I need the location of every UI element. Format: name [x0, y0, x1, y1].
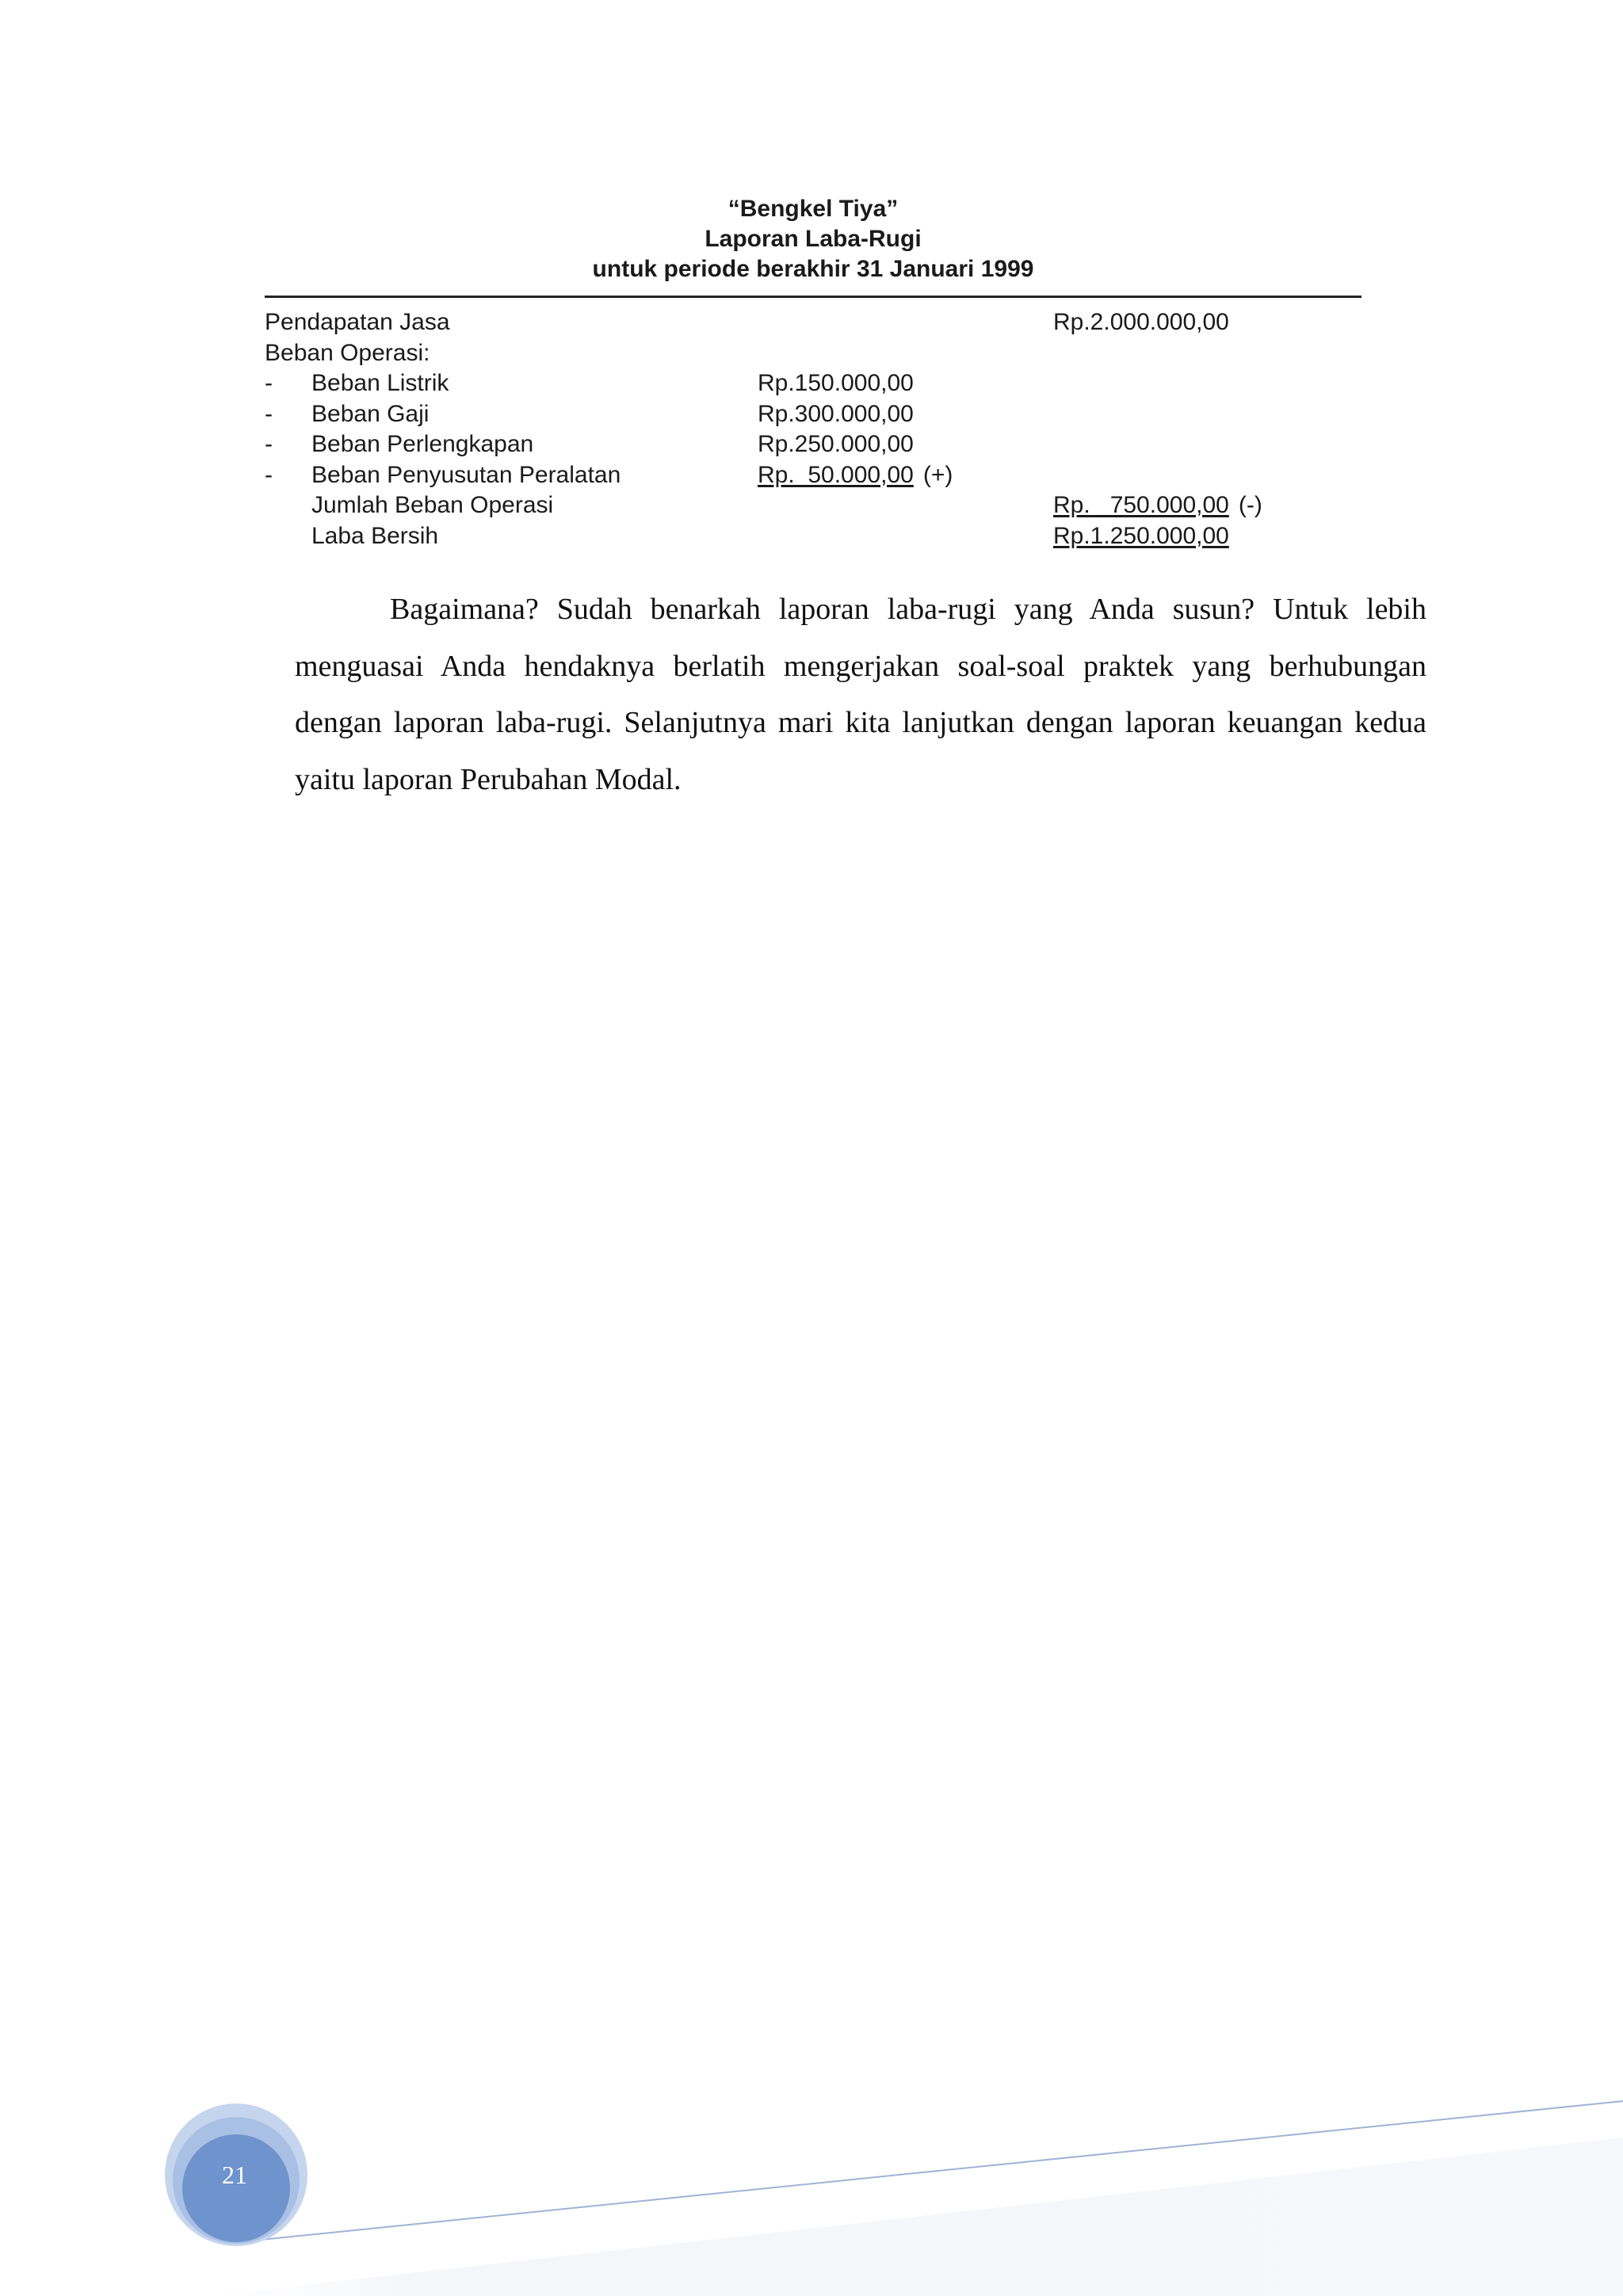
- row-expense-item: [265, 429, 1361, 460]
- row-dash: -: [265, 431, 273, 457]
- row-operator: (+): [922, 461, 953, 488]
- row-expense-item: [265, 368, 1361, 399]
- row-amount: Rp.250.000,00: [758, 431, 914, 457]
- row-amount: Rp. 50.000,00: [758, 461, 914, 488]
- body-paragraph: Bagaimana? Sudah benarkah laporan laba-rugi yang Anda susun? Untuk lebih menguasai Anda hendaknya berlatih mengerjakan soal-soal praktek yang berhubungan dengan laporan laba-rugi. Selanjutnya mari kita lanjutkan dengan laporan keuangan kedua yaitu laporan Perubahan Modal.: [295, 593, 1426, 796]
- page-number: 21: [222, 2161, 247, 2189]
- row-amount: Rp.150.000,00: [758, 370, 914, 396]
- row-label: Beban Perlengkapan: [311, 431, 534, 457]
- row-expense-item: [265, 399, 1361, 430]
- row-amount: Rp.300.000,00: [758, 400, 914, 427]
- row-amount: Rp. 750.000,00: [1053, 492, 1229, 518]
- row-operator: (-): [1238, 492, 1262, 518]
- header-divider: [265, 296, 1361, 298]
- footer-shade: [206, 2138, 1623, 2296]
- row-jumlah-beban: [265, 490, 1361, 521]
- row-laba-bersih: [265, 521, 1361, 552]
- row-label: Laba Bersih: [311, 522, 439, 549]
- row-amount-group: [1053, 490, 1262, 521]
- statement-header: [265, 194, 1361, 284]
- statement-period: untuk periode berakhir 31 Januari 1999: [592, 256, 1034, 282]
- row-amount-group: [758, 460, 953, 491]
- row-beban-operasi: [265, 338, 1361, 369]
- row-label: Beban Listrik: [311, 370, 449, 396]
- row-amount: Rp.2.000.000,00: [1053, 309, 1229, 335]
- row-label: Beban Gaji: [311, 400, 430, 427]
- row-dash: -: [265, 370, 273, 396]
- statement-rows: [265, 307, 1361, 551]
- row-label: Beban Operasi:: [265, 339, 430, 366]
- row-label: Beban Penyusutan Peralatan: [311, 461, 621, 488]
- statement-title: Laporan Laba-Rugi: [705, 226, 922, 252]
- row-pendapatan: [265, 307, 1361, 338]
- row-label: Jumlah Beban Operasi: [311, 492, 554, 518]
- row-expense-item: [265, 460, 1361, 491]
- row-amount: Rp.1.250.000,00: [1053, 522, 1229, 549]
- row-dash: -: [265, 461, 273, 488]
- company-name: “Bengkel Tiya”: [727, 196, 899, 222]
- row-label: Pendapatan Jasa: [265, 309, 450, 335]
- income-statement: [265, 194, 1361, 551]
- row-dash: -: [265, 400, 273, 427]
